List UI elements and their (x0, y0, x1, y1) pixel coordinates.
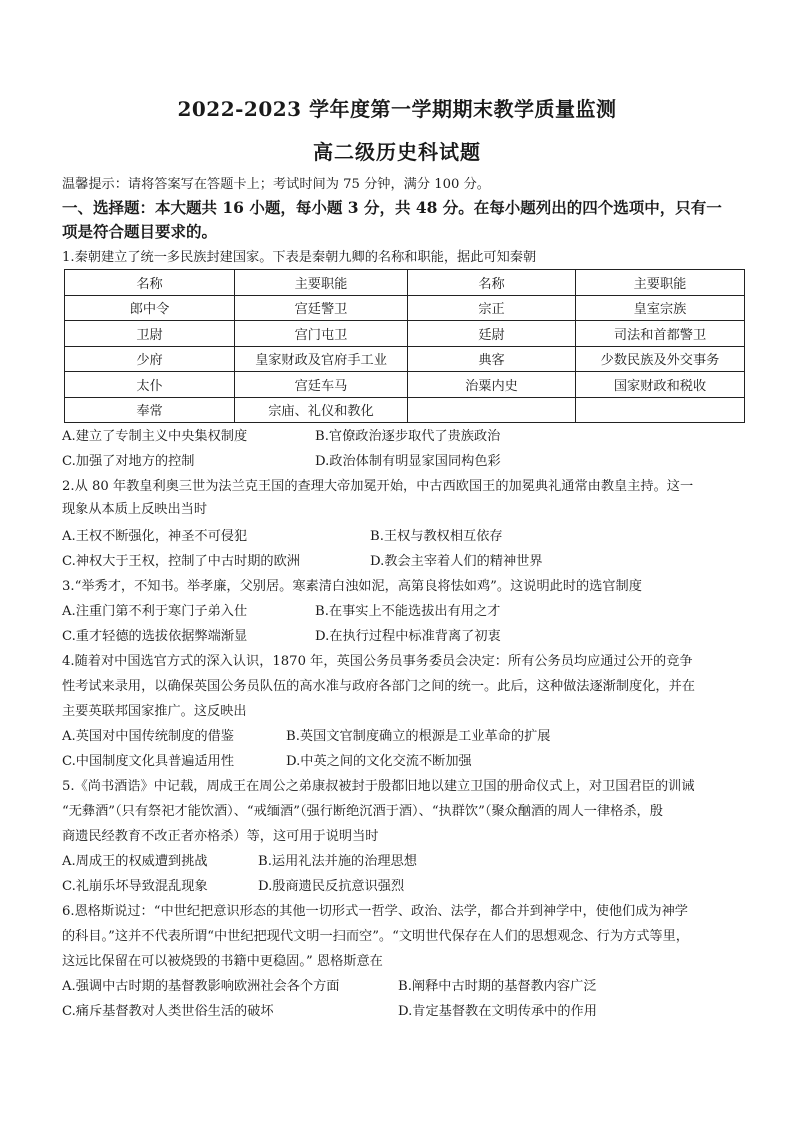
q4-option-a: A.英国对中国传统制度的借鉴 (62, 729, 234, 744)
q4-stem-line3: 主要英联邦国家推广。这反映出 (62, 704, 247, 719)
table-cell: 皇家财政及官府手工业 (235, 346, 408, 372)
exam-title: 2022-2023 学年度第一学期期末教学质量监测 (177, 97, 617, 121)
table-cell (576, 397, 745, 423)
q3-option-b: B.在事实上不能选拔出有用之才 (315, 604, 501, 619)
nine-ministers-table (64, 269, 745, 423)
q6-stem-line2: 的科目。”这并不代表所谓“中世纪把现代文明一扫而空”。“文明世代保存在人们的思想观念、行为方式等里， (62, 929, 689, 944)
table-cell (408, 397, 576, 423)
q6-option-a: A.强调中古时期的基督教影响欧洲社会各个方面 (62, 979, 340, 994)
q2-stem-line2: 现象从本质上反映出当时 (62, 502, 208, 517)
table-cell: 司法和首都警卫 (576, 321, 745, 347)
q6-stem-line1: 6.恩格斯说过：“中世纪把意识形态的其他一切形式一哲学、政治、法学，都合并到神学中，使他们成为神学 (62, 904, 688, 919)
table-cell: 宫廷车马 (235, 372, 408, 398)
table-header-cell: 名称 (408, 270, 576, 296)
q1-option-b: B.官僚政治逐步取代了贵族政治 (315, 429, 501, 444)
q4-option-d: D.中英之间的文化交流不断加强 (286, 754, 472, 769)
table-row (65, 321, 745, 347)
table-row (65, 346, 745, 372)
q1-option-c: C.加强了对地方的控制 (62, 454, 195, 469)
q5-option-a: A.周成王的权威遭到挑战 (62, 854, 208, 869)
q6-option-d: D.肯定基督教在文明传承中的作用 (398, 1004, 597, 1019)
q5-stem-line2: “无彝酒”（只有祭祀才能饮酒）、“戒缅酒”（强行断绝沉酒于酒）、“执群饮”（聚众酗酒的周人一律格杀，殷 (62, 804, 663, 819)
q2-option-d: D.教会主宰着人们的精神世界 (370, 554, 543, 569)
q5-option-c: C.礼崩乐坏导致混乱现象 (62, 879, 208, 894)
table-cell: 郎中令 (65, 295, 235, 321)
q1-option-d: D.政治体制有明显家国同构色彩 (315, 454, 501, 469)
q5-option-b: B.运用礼法并施的治理思想 (258, 854, 417, 869)
q3-option-d: D.在执行过程中标准背离了初衷 (315, 629, 501, 644)
q5-stem-line1: 5.《尚书酒诰》中记载，周成王在周公之弟康叔被封于殷都旧地以建立卫国的册命仪式上，对卫国君臣的训诫 (62, 779, 695, 794)
q2-option-a: A.王权不断强化，神圣不可侵犯 (62, 529, 248, 544)
table-cell: 卫尉 (65, 321, 235, 347)
q6-option-b: B.阐释中古时期的基督教内容广泛 (398, 979, 597, 994)
table-header-row (65, 270, 745, 296)
table-header-cell: 主要职能 (576, 270, 745, 296)
q4-option-b: B.英国文官制度确立的根源是工业革命的扩展 (286, 729, 551, 744)
table-header-cell: 名称 (65, 270, 235, 296)
table-cell: 典客 (408, 346, 576, 372)
q6-stem-line3: 这远比保留在可以被烧毁的书籍中更稳固。” 恩格斯意在 (62, 954, 383, 969)
section-heading-line2: 项是符合题目要求的。 (62, 222, 218, 241)
q4-stem-line1: 4.随着对中国选官方式的深入认识，1870 年，英国公务员事务委员会决定：所有公务员均应通过公开的竞争 (62, 654, 693, 669)
q2-option-b: B.王权与教权相互依存 (370, 529, 503, 544)
reminder-tip: 温馨提示：请将答案写在答题卡上；考试时间为 75 分钟，满分 100 分。 (62, 177, 490, 192)
q3-stem: 3.“举秀才，不知书。举孝廉，父别居。寒素清白浊如泥，高第良将怯如鸡”。这说明此时的选官制度 (62, 579, 642, 594)
q1-option-a: A.建立了专制主义中央集权制度 (62, 429, 248, 444)
q1-stem: 1.秦朝建立了统一多民族封建国家。下表是秦朝九卿的名称和职能，据此可知秦朝 (62, 250, 537, 265)
table-cell: 奉常 (65, 397, 235, 423)
q2-option-c: C.神权大于王权，控制了中古时期的欧洲 (62, 554, 300, 569)
table-header-cell: 主要职能 (235, 270, 408, 296)
table-row (65, 372, 745, 398)
table-cell: 少府 (65, 346, 235, 372)
table-cell: 国家财政和税收 (576, 372, 745, 398)
table-row (65, 397, 745, 423)
q3-option-c: C.重才轻德的选拔依据弊端渐显 (62, 629, 248, 644)
table-cell: 宫廷警卫 (235, 295, 408, 321)
table-cell: 治粟内史 (408, 372, 576, 398)
q4-stem-line2: 性考试来录用，以确保英国公务员队伍的高水准与政府各部门之间的统一。此后，这种做法逐渐制度化，并在 (62, 679, 695, 694)
exam-subtitle: 高二级历史科试题 (313, 140, 481, 164)
q2-stem-line1: 2.从 80 年教皇利奥三世为法兰克王国的查理大帝加冕开始，中古西欧国王的加冕典礼通常由教皇主持。这一 (62, 479, 694, 494)
q5-option-d: D.殷商遗民反抗意识强烈 (258, 879, 405, 894)
table-cell: 宫门屯卫 (235, 321, 408, 347)
table-cell: 皇室宗族 (576, 295, 745, 321)
table-cell: 宗正 (408, 295, 576, 321)
table-cell: 太仆 (65, 372, 235, 398)
table-cell: 廷尉 (408, 321, 576, 347)
section-heading-line1: 一、选择题：本大题共 16 小题，每小题 3 分，共 48 分。在每小题列出的四个选项中，只有一 (62, 198, 722, 217)
q6-option-c: C.痛斥基督教对人类世俗生活的破坏 (62, 1004, 274, 1019)
table-cell: 少数民族及外交事务 (576, 346, 745, 372)
q3-option-a: A.注重门第不利于寒门子弟入仕 (62, 604, 248, 619)
table-row (65, 295, 745, 321)
table-cell: 宗庙、礼仪和教化 (235, 397, 408, 423)
q4-option-c: C.中国制度文化具普遍适用性 (62, 754, 235, 769)
q5-stem-line3: 商遗民经教育不改正者亦格杀）等，这可用于说明当时 (62, 829, 379, 844)
